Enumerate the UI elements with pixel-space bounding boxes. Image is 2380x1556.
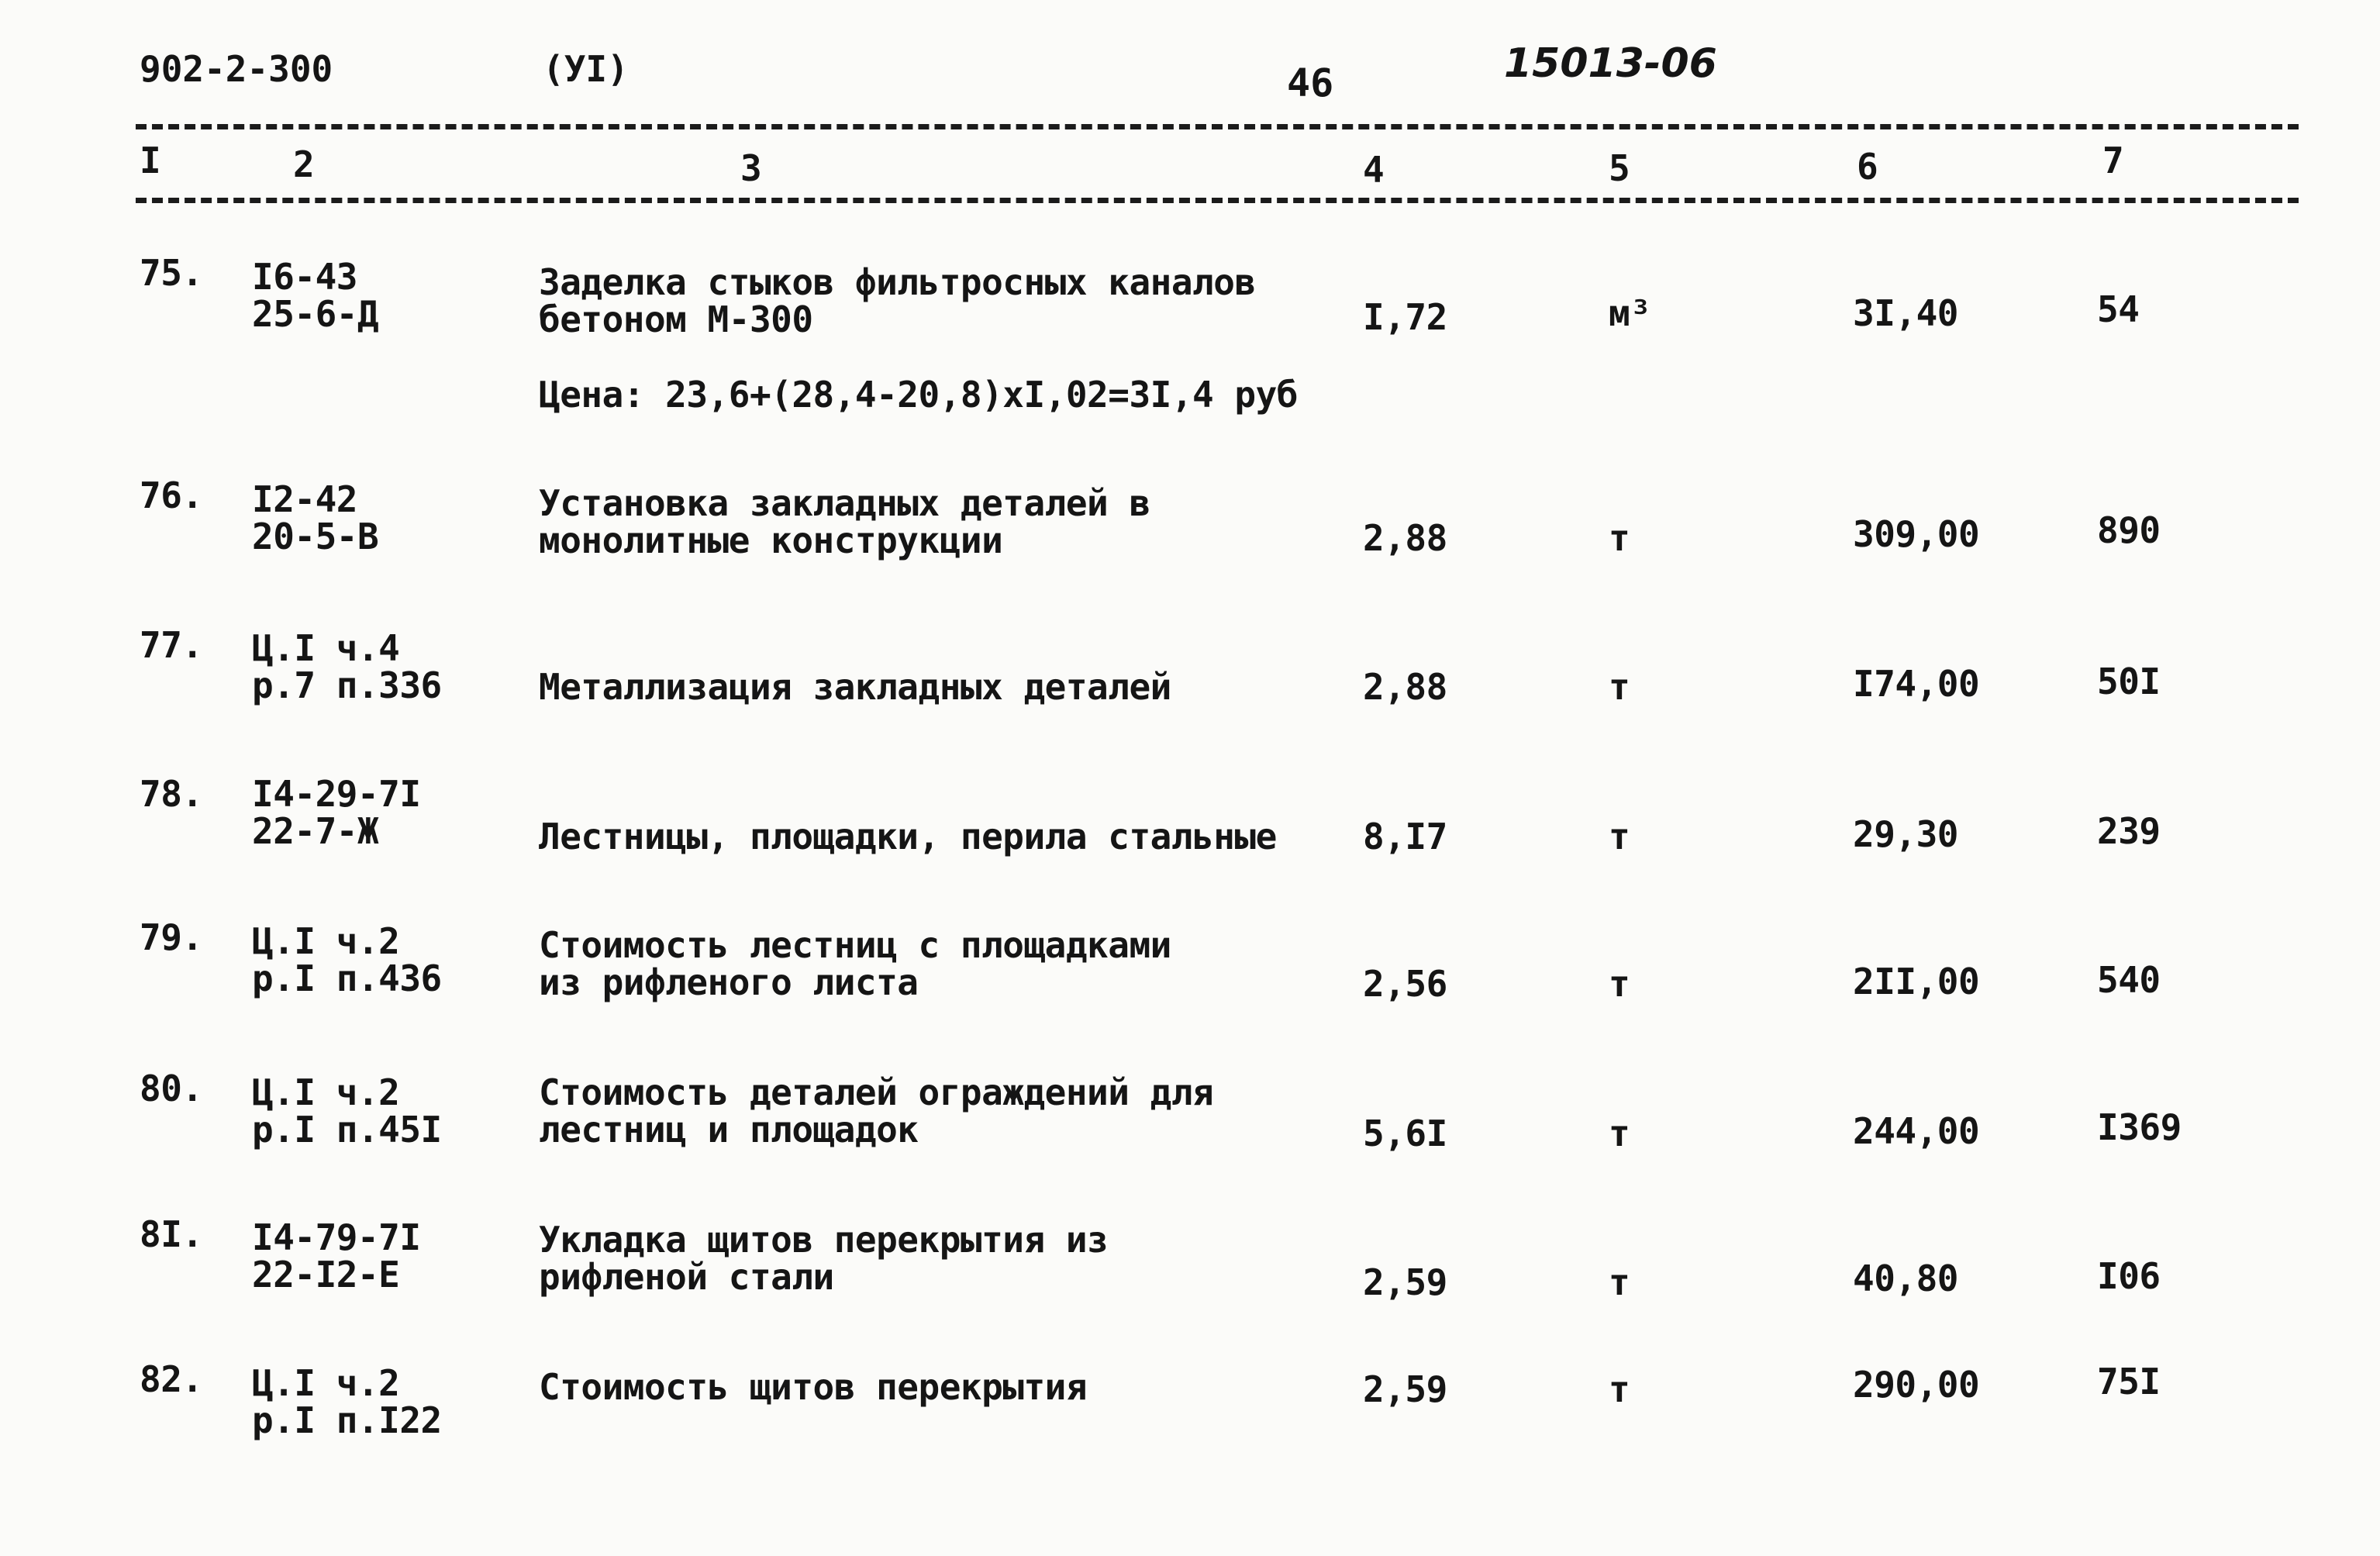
row-number: 77. xyxy=(140,624,203,666)
row-unit: т xyxy=(1609,1261,1630,1303)
row-code: Ц.I ч.2 р.I п.45I xyxy=(252,1071,442,1151)
document-code: 902-2-300 xyxy=(140,48,333,90)
row-code: Ц.I ч.4 р.7 п.336 xyxy=(252,627,442,706)
column-header-5: 5 xyxy=(1609,147,1630,189)
column-header-3: 3 xyxy=(740,147,762,189)
row-quantity: I,72 xyxy=(1363,296,1447,338)
row-total: 540 xyxy=(2097,959,2161,1001)
row-description: Стоимость лестниц с площадками из рифленого листа xyxy=(539,924,1171,1003)
section-code: (УI) xyxy=(543,48,629,90)
row-unit-price: 2II,00 xyxy=(1853,961,1980,1002)
column-header-7: 7 xyxy=(2102,140,2124,181)
row-code: I4-79-7I 22-I2-Е xyxy=(252,1216,421,1296)
row-quantity: 8,I7 xyxy=(1363,816,1447,857)
row-number: 80. xyxy=(140,1068,203,1109)
row-unit-price: 3I,40 xyxy=(1853,292,1958,334)
row-unit: м³ xyxy=(1609,292,1651,334)
row-unit-price: 290,00 xyxy=(1853,1364,1980,1406)
column-header-6: 6 xyxy=(1857,146,1878,188)
row-unit: т xyxy=(1609,666,1630,708)
page-number: 46 xyxy=(1287,60,1334,105)
row-quantity: 5,6I xyxy=(1363,1113,1447,1154)
row-unit-price: 244,00 xyxy=(1853,1110,1980,1152)
column-header-2: 2 xyxy=(293,143,315,185)
handwritten-code: 15013-06 xyxy=(1504,40,1717,87)
row-total: I06 xyxy=(2097,1255,2161,1297)
row-unit-price: 309,00 xyxy=(1853,513,1980,555)
row-unit-price: 40,80 xyxy=(1853,1258,1958,1299)
row-quantity: 2,88 xyxy=(1363,666,1447,708)
row-unit: т xyxy=(1609,1113,1630,1154)
row-number: 79. xyxy=(140,916,203,958)
row-description: Укладка щитов перекрытия из рифленой стали xyxy=(539,1219,1109,1298)
row-quantity: 2,59 xyxy=(1363,1368,1447,1410)
row-total: 50I xyxy=(2097,661,2161,702)
row-number: 8I. xyxy=(140,1213,203,1255)
row-description: Лестницы, площадки, перила стальные xyxy=(539,816,1277,857)
row-quantity: 2,88 xyxy=(1363,517,1447,559)
row-code: I2-42 20-5-В xyxy=(252,478,379,557)
row-unit-price: 29,30 xyxy=(1853,813,1958,855)
row-number: 76. xyxy=(140,474,203,516)
row-number: 78. xyxy=(140,773,203,815)
row-number: 82. xyxy=(140,1358,203,1400)
row-unit: т xyxy=(1609,816,1630,857)
row-total: 890 xyxy=(2097,509,2161,551)
row-description: Заделка стыков фильтросных каналов бетоном М-300 xyxy=(539,261,1256,340)
row-unit: т xyxy=(1609,963,1630,1005)
row-code: Ц.I ч.2 р.I п.I22 xyxy=(252,1362,442,1441)
row-unit: т xyxy=(1609,517,1630,559)
row-description: Металлизация закладных деталей xyxy=(539,666,1171,708)
bottom-dashed-rule xyxy=(136,198,2299,203)
row-description: Установка закладных деталей в монолитные конструкции xyxy=(539,482,1150,561)
row-total: 239 xyxy=(2097,810,2161,852)
row-description: Стоимость щитов перекрытия xyxy=(539,1366,1088,1408)
row-code: I4-29-7I 22-7-Ж xyxy=(252,773,421,852)
column-header-1: I xyxy=(140,140,161,181)
row-description: Стоимость деталей ограждений для лестниц и площадок xyxy=(539,1071,1214,1151)
row-code: Ц.I ч.2 р.I п.436 xyxy=(252,920,442,999)
row-unit: т xyxy=(1609,1368,1630,1410)
row-total: 75I xyxy=(2097,1361,2161,1402)
row-total: 54 xyxy=(2097,288,2140,330)
row-quantity: 2,56 xyxy=(1363,963,1447,1005)
row-total: I369 xyxy=(2097,1106,2182,1148)
row-quantity: 2,59 xyxy=(1363,1261,1447,1303)
column-header-4: 4 xyxy=(1363,149,1385,191)
row-price-note: Цена: 23,6+(28,4-20,8)xI,02=3I,4 руб xyxy=(539,374,1298,416)
row-number: 75. xyxy=(140,252,203,294)
row-code: I6-43 25-6-Д xyxy=(252,256,379,335)
row-unit-price: I74,00 xyxy=(1853,663,1980,705)
top-dashed-rule xyxy=(136,124,2299,129)
